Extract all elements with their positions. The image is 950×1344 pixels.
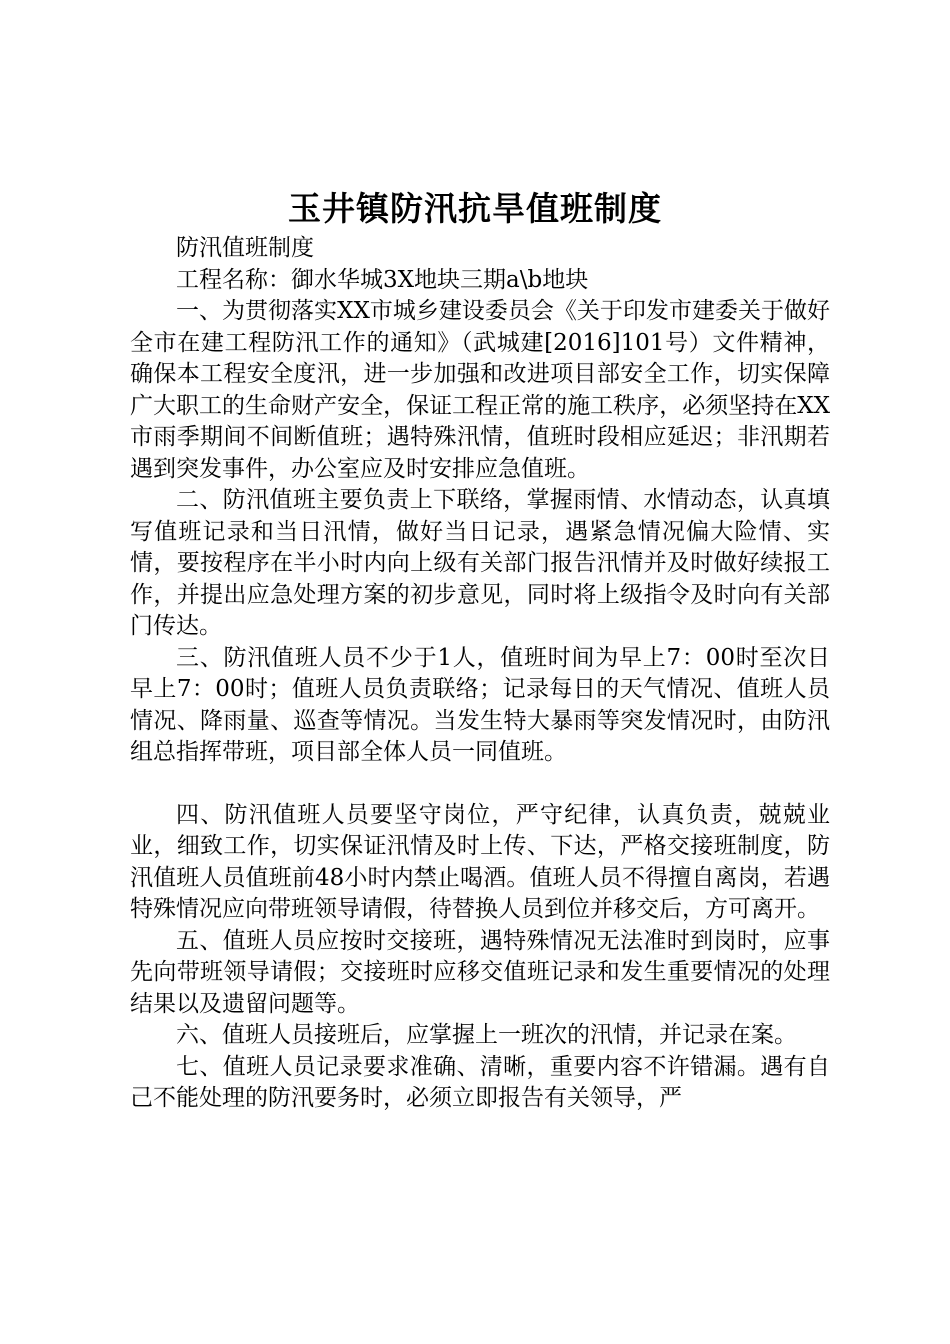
paragraph-project-name: 工程名称：御水华城3X地块三期a\b地块 <box>176 266 589 293</box>
paragraph-item-1: 一、为贯彻落实XX市城乡建设委员会《关于印发市建委关于做好全市在建工程防汛工作的通知》（武城建[2016]101号）文件精神，确保本工程安全度汛，进一步加强和改进项目部安全工作，切实保障广大职工的生命财产安全，保证工程正常的施工秩序，必须坚持在XX市雨季期间不间断值班；遇特殊汛情，值班时段相应延迟；非汛期若遇到突发事件，办公室应及时安排应急值班。 <box>130 298 830 482</box>
paragraph-item-6: 六、值班人员接班后，应掌握上一班次的汛情，并记录在案。 <box>176 1022 797 1048</box>
paragraph-item-3: 三、防汛值班人员不少于1人，值班时间为早上7：00时至次日早上7：00时；值班人员负责联络；记录每日的天气情况、值班人员情况、降雨量、巡查等情况。当发生特大暴雨等突发情况时，由防汛组总指挥带班，项目部全体人员一同值班。 <box>130 644 830 765</box>
paragraph-subtitle: 防汛值班制度 <box>176 235 314 261</box>
document-title: 玉井镇防汛抗旱值班制度 <box>288 189 662 228</box>
paragraph-item-4: 四、防汛值班人员要坚守岗位，严守纪律，认真负责，兢兢业业，细致工作，切实保证汛情及时上传、下达，严格交接班制度，防汛值班人员值班前48小时内禁止喝酒。值班人员不得擅自离岗，若遇特殊情况应向带班领导请假，待替换人员到位并移交后，方可离开。 <box>130 801 830 922</box>
paragraph-item-5: 五、值班人员应按时交接班，遇特殊情况无法准时到岗时，应事先向带班领导请假；交接班时应移交值班记录和发生重要情况的处理结果以及遗留问题等。 <box>130 927 830 1017</box>
paragraph-item-2: 二、防汛值班主要负责上下联络，掌握雨情、水情动态，认真填写值班记录和当日汛情，做好当日记录，遇紧急情况偏大险情、实情，要按程序在半小时内向上级有关部门报告汛情并及时做好续报工作，并提出应急处理方案的初步意见，同时将上级指令及时向有关部门传达。 <box>130 487 830 639</box>
document-body <box>130 233 830 1115</box>
paragraph-item-7: 七、值班人员记录要求准确、清晰，重要内容不许错漏。遇有自己不能处理的防汛要务时，必须立即报告有关领导，严 <box>130 1053 830 1111</box>
